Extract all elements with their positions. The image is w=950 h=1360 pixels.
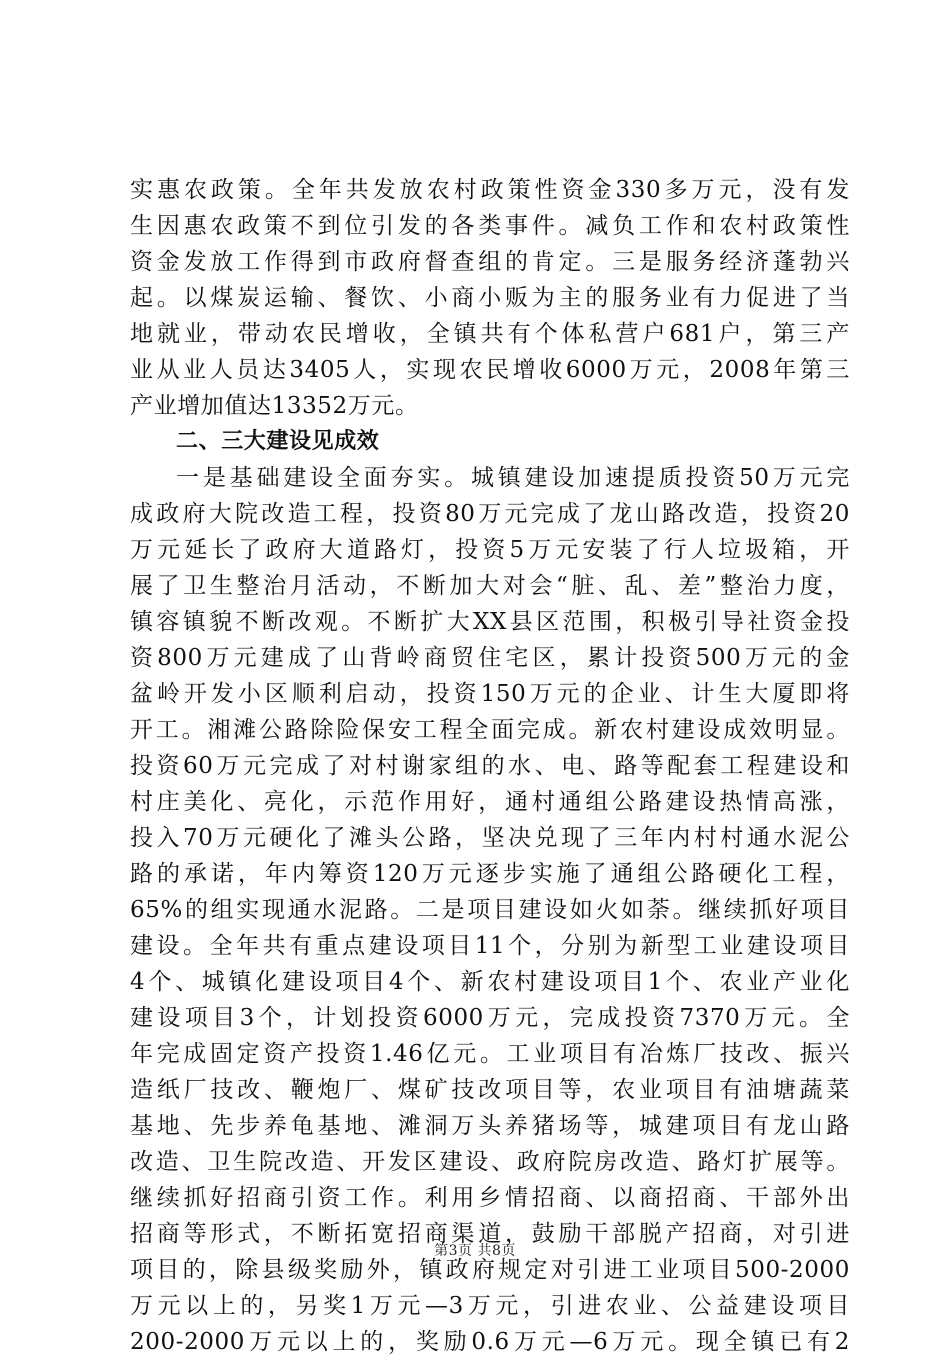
paragraph-line: 年完成固定资产投资1.46亿元。工业项目有冶炼厂技改、振兴 [130, 1041, 850, 1067]
paragraph-line: 招商等形式，不断拓宽招商渠道，鼓励干部脱产招商，对引进 [130, 1221, 850, 1247]
paragraph-line: 成政府大院改造工程，投资80万元完成了龙山路改造，投资20 [130, 501, 850, 527]
paragraph-line: 投入70万元硬化了滩头公路，坚决兑现了三年内村村通水泥公 [130, 825, 850, 851]
paragraph-line: 村庄美化、亮化，示范作用好，通村通组公路建设热情高涨， [130, 789, 850, 815]
paragraph-line: 200-2000万元以上的，奖励0.6万元—6万元。现全镇已有2 [130, 1329, 850, 1355]
paragraph-line: 实惠农政策。全年共发放农村政策性资金330多万元，没有发 [130, 177, 850, 203]
document-body [130, 172, 850, 1360]
paragraph-line: 造纸厂技改、鞭炮厂、煤矿技改项目等，农业项目有油塘蔬菜 [130, 1077, 850, 1103]
paragraph-line: 建设。全年共有重点建设项目11个，分别为新型工业建设项目 [130, 933, 850, 959]
section-heading: 二、三大建设见成效 [176, 429, 380, 454]
paragraph-line: 起。以煤炭运输、餐饮、小商小贩为主的服务业有力促进了当 [130, 285, 850, 311]
paragraph-line: 路的承诺，年内筹资120万元逐步实施了通组公路硬化工程， [130, 861, 850, 887]
paragraph-line: 开工。湘滩公路除险保安工程全面完成。新农村建设成效明显。 [130, 717, 850, 743]
paragraph-line: 4个、城镇化建设项目4个、新农村建设项目1个、农业产业化 [130, 969, 850, 995]
paragraph-line: 资800万元建成了山背岭商贸住宅区，累计投资500万元的金 [130, 645, 850, 671]
paragraph-line: 继续抓好招商引资工作。利用乡情招商、以商招商、干部外出 [130, 1185, 850, 1211]
paragraph-line: 一是基础建设全面夯实。城镇建设加速提质投资50万元完 [176, 465, 850, 491]
paragraph-line: 投资60万元完成了对村谢家组的水、电、路等配套工程建设和 [130, 753, 850, 779]
paragraph-line: 镇容镇貌不断改观。不断扩大XX县区范围，积极引导社资金投 [130, 609, 850, 635]
paragraph-line: 生因惠农政策不到位引发的各类事件。减负工作和农村政策性 [130, 213, 850, 239]
paragraph-line: 基地、先步养龟基地、滩洞万头养猪场等，城建项目有龙山路 [130, 1113, 850, 1139]
page-number-footer: 第3页 共8页 [434, 1243, 516, 1259]
paragraph-line: 展了卫生整治月活动，不断加大对会“脏、乱、差”整治力度， [130, 573, 850, 599]
paragraph-line: 资金发放工作得到市政府督查组的肯定。三是服务经济蓬勃兴 [130, 249, 850, 275]
paragraph-line: 项目的，除县级奖励外，镇政府规定对引进工业项目500-2000 [130, 1257, 850, 1283]
paragraph-line: 改造、卫生院改造、开发区建设、政府院房改造、路灯扩展等。 [130, 1149, 850, 1175]
paragraph-line: 65%的组实现通水泥路。二是项目建设如火如荼。继续抓好项目 [130, 897, 850, 923]
paragraph-line: 产业增加值达13352万元。 [130, 393, 419, 419]
paragraph-line: 地就业，带动农民增收，全镇共有个体私营户681户，第三产 [130, 321, 850, 347]
paragraph-line: 万元延长了政府大道路灯，投资5万元安装了行人垃圾箱，开 [130, 537, 850, 563]
paragraph-line: 建设项目3个，计划投资6000万元，完成投资7370万元。全 [130, 1005, 850, 1031]
paragraph-line: 万元以上的，另奖1万元—3万元，引进农业、公益建设项目 [130, 1293, 850, 1319]
paragraph-line: 盆岭开发小区顺利启动，投资150万元的企业、计生大厦即将 [130, 681, 850, 707]
paragraph-line: 业从业人员达3405人，实现农民增收6000万元，2008年第三 [130, 357, 850, 383]
